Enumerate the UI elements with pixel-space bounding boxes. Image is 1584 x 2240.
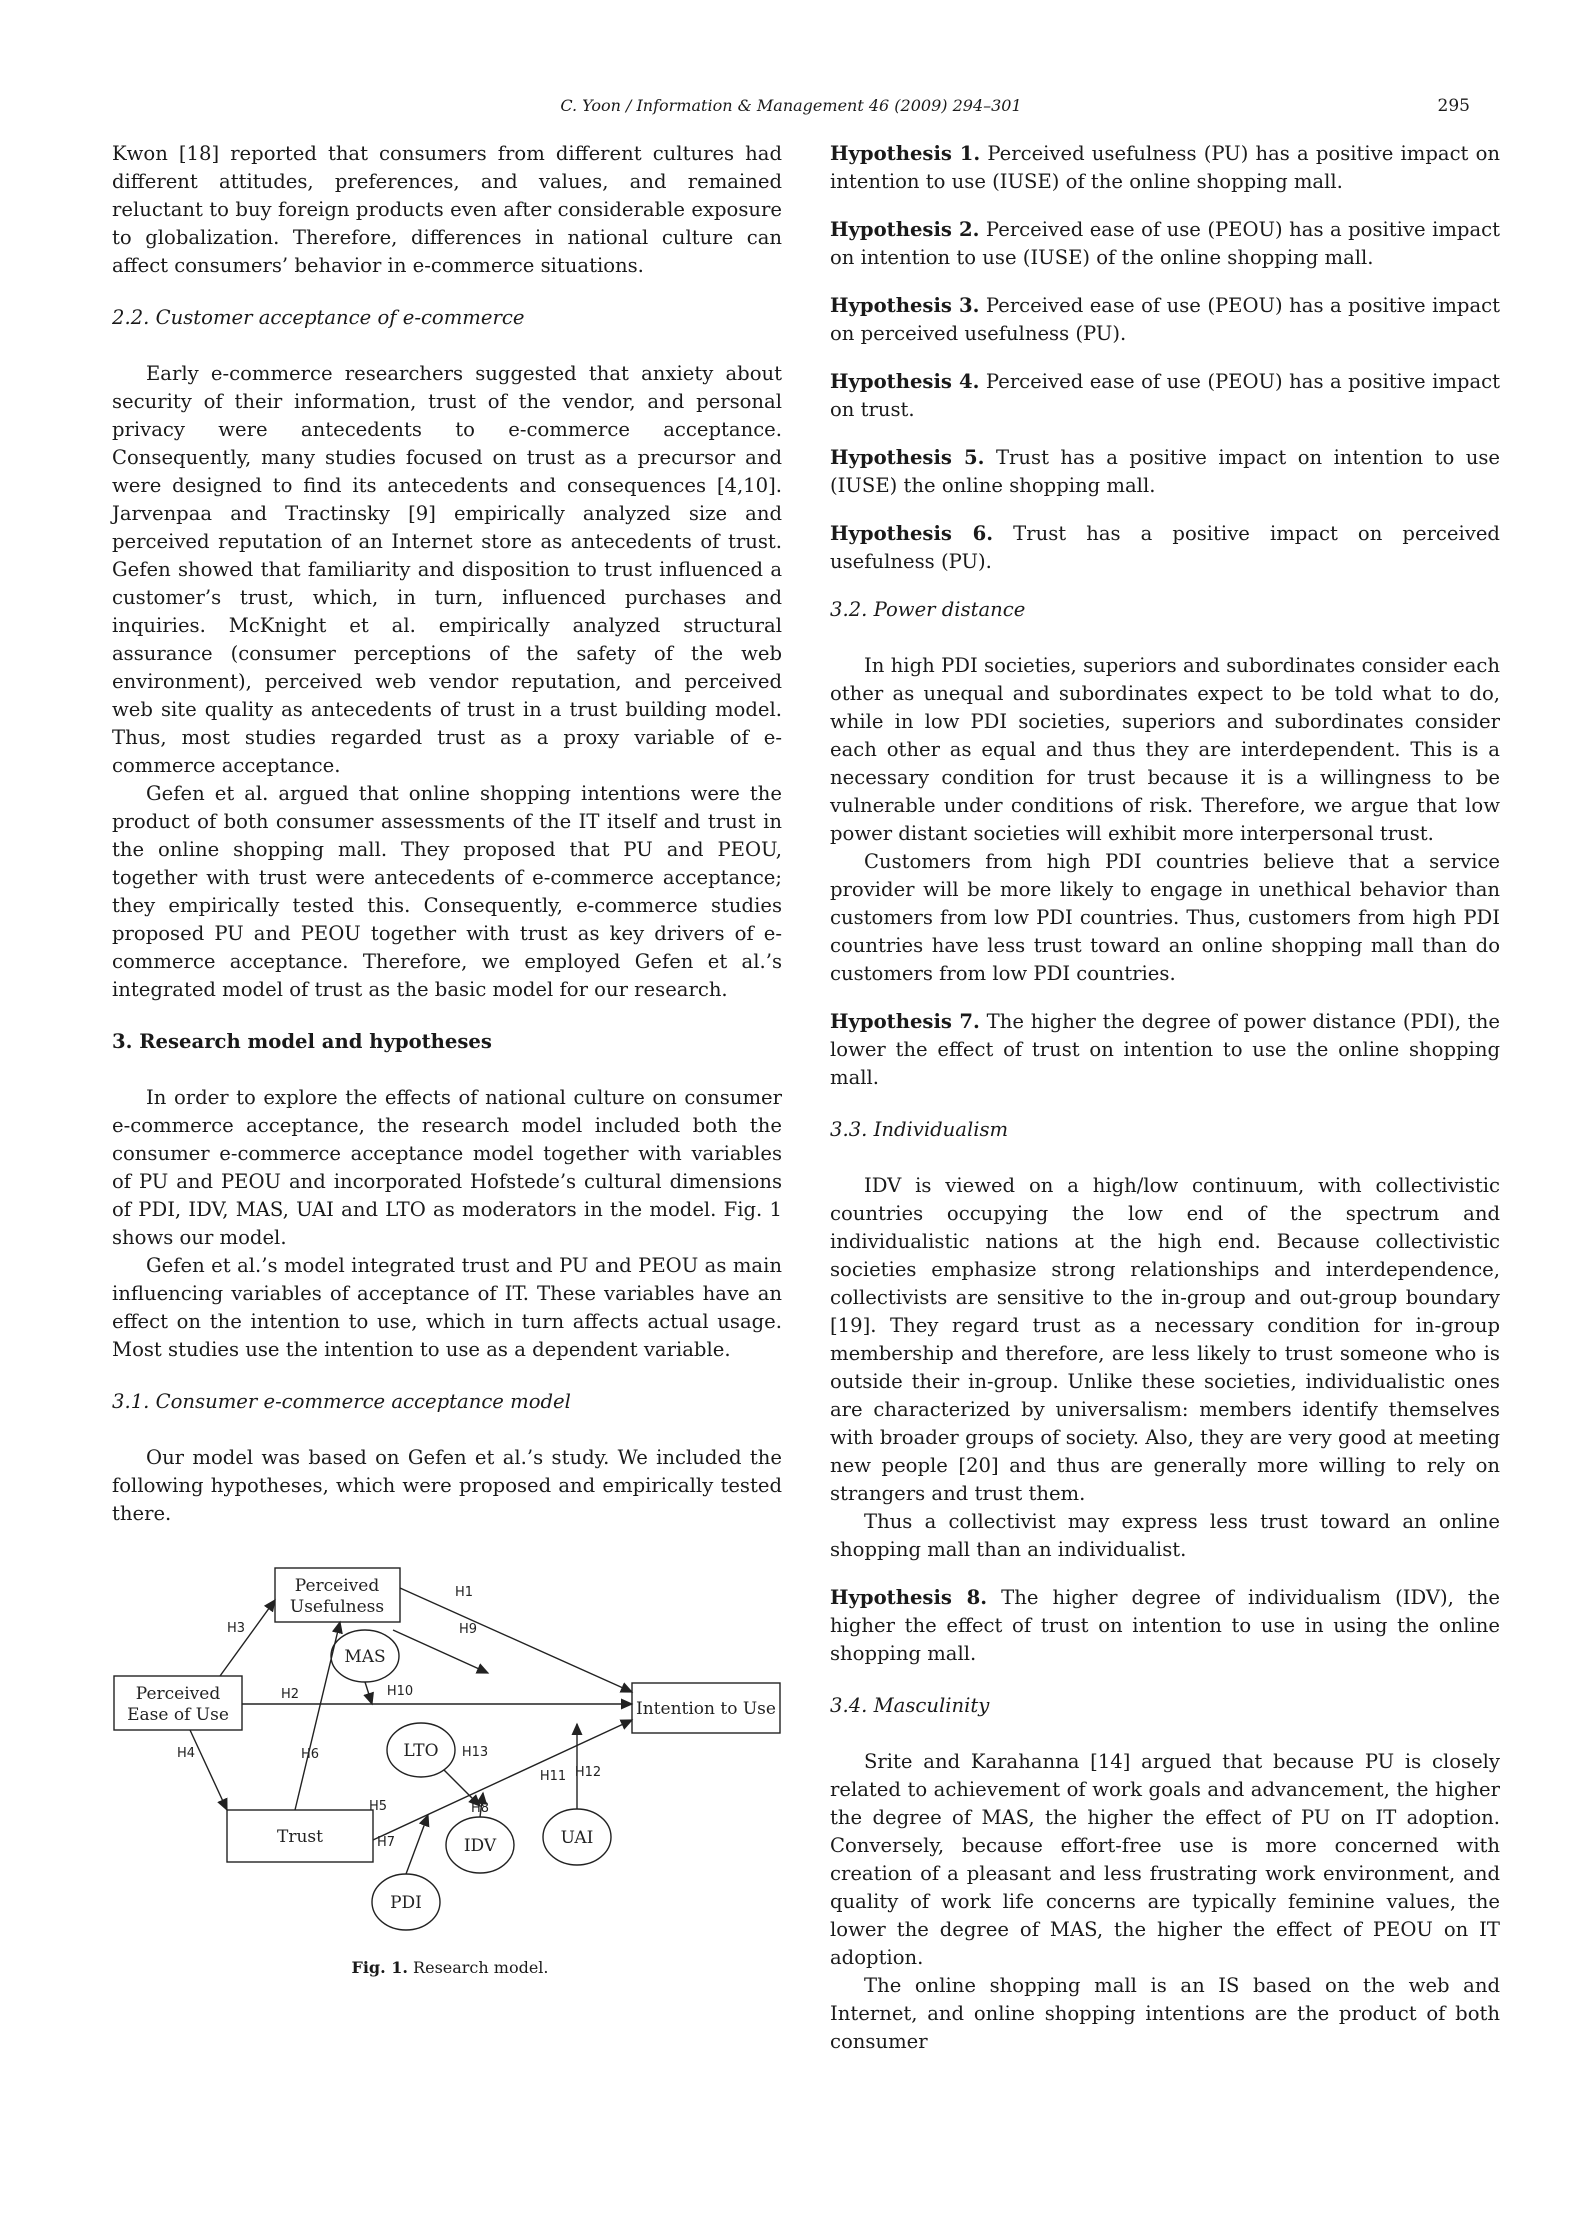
h6-label: H6 bbox=[300, 1747, 320, 1762]
h4-label: H4 bbox=[176, 1746, 196, 1761]
paragraph: IDV is viewed on a high/low continuum, with collectivistic countries occupying the low end of the spectrum and individualistic nations at the high end. Because collectivistic societies emphasize strong relationships and interdependence, collectivists are sensitive to the in-group and out-group boundary [19]. They regard trust as a necessary condition for in-group membership and therefore, are less likely to trust someone who is outside their in-group. Unlike these societies, individualistic ones are characterized by universalism: members identify themselves with broader groups of society. Also, they are very good at meeting new people [20] and thus are generally more willing to rely on strangers and trust them. bbox=[830, 1174, 1500, 1505]
hypothesis-text: Trust has a positive impact on intention to use (IUSE) the online shopping mall. bbox=[830, 446, 1501, 497]
research-model-diagram bbox=[110, 1548, 790, 1948]
hypothesis-7 bbox=[830, 1008, 1500, 1092]
figure-caption bbox=[110, 1958, 790, 1977]
h8-label: H8 bbox=[470, 1801, 490, 1816]
h5-label: H5 bbox=[368, 1799, 388, 1814]
intention-label: Intention to Use bbox=[636, 1699, 776, 1719]
hypothesis-5 bbox=[830, 444, 1500, 500]
research-model-figure bbox=[110, 1548, 790, 1998]
hypothesis-text: Perceived ease of use (PEOU) has a positive impact on intention to use (IUSE) of the online shopping mall. bbox=[830, 218, 1500, 269]
trust-label: Trust bbox=[277, 1827, 323, 1847]
hypothesis-label: Hypothesis 8. bbox=[830, 1586, 988, 1609]
h10-label: H10 bbox=[386, 1684, 414, 1699]
hypothesis-8 bbox=[830, 1584, 1500, 1668]
h7-label: H7 bbox=[376, 1835, 396, 1850]
hypothesis-text: Perceived ease of use (PEOU) has a positive impact on perceived usefulness (PU). bbox=[830, 294, 1500, 345]
uai-label: UAI bbox=[560, 1828, 594, 1848]
hypothesis-label: Hypothesis 2. bbox=[830, 218, 980, 241]
figure-caption-text: Research model. bbox=[413, 1958, 549, 1977]
paragraph: Gefen et al. argued that online shopping intentions were the product of both consumer assessments of the IT itself and trust in the online shopping mall. They proposed that PU and PEOU, together with trust were antecedents of e-commerce acceptance; they empirically tested this. Consequently, e-commerce studies proposed PU and PEOU together with trust as key drivers of e-commerce acceptance. Therefore, we employed Gefen et al.’s integrated model of trust as the basic model for our research. bbox=[112, 782, 782, 1001]
hypothesis-label: Hypothesis 6. bbox=[830, 522, 994, 545]
hypothesis-text: Perceived ease of use (PEOU) has a positive impact on trust. bbox=[830, 370, 1500, 421]
hypothesis-label: Hypothesis 4. bbox=[830, 370, 980, 393]
subsection-heading: 3.2. Power distance bbox=[830, 598, 1026, 621]
hypothesis-label: Hypothesis 7. bbox=[830, 1010, 980, 1033]
hypothesis-text: Perceived usefulness (PU) has a positive impact on intention to use (IUSE) of the online shopping mall. bbox=[830, 142, 1500, 193]
hypothesis-1 bbox=[830, 140, 1500, 196]
page-number: 295 bbox=[1437, 96, 1470, 116]
hypothesis-label: Hypothesis 5. bbox=[830, 446, 985, 469]
section-heading: 3. Research model and hypotheses bbox=[112, 1030, 492, 1053]
pdi-label: PDI bbox=[390, 1893, 422, 1913]
subsection-heading: 2.2. Customer acceptance of e-commerce bbox=[112, 306, 525, 329]
paragraph: In high PDI societies, superiors and subordinates consider each other as unequal and subordinates expect to be told what to do, while in low PDI societies, superiors and subordinates consider each other as equal and thus they are interdependent. This is a necessary condition for trust because it is a willingness to be vulnerable under conditions of risk. Therefore, we argue that low power distant societies will exhibit more interpersonal trust. bbox=[830, 654, 1500, 845]
pu-label-line1: Perceived bbox=[294, 1576, 380, 1596]
mas-label: MAS bbox=[344, 1647, 386, 1667]
hypothesis-text: The higher degree of individualism (IDV), the higher the effect of trust on intention to use in using the online shopping mall. bbox=[830, 1586, 1501, 1665]
paragraph: Thus a collectivist may express less trust toward an online shopping mall than an individualist. bbox=[830, 1510, 1500, 1561]
hypothesis-2 bbox=[830, 216, 1500, 272]
paragraph: In order to explore the effects of national culture on consumer e-commerce acceptance, the research model included both the consumer e-commerce acceptance model together with variables of PU and PEOU and incorporated Hofstede’s cultural dimensions of PDI, IDV, MAS, UAI and LTO as moderators in the model. Fig. 1 shows our model. bbox=[112, 1086, 782, 1249]
h11-label: H11 bbox=[539, 1769, 567, 1784]
h13-label: H13 bbox=[461, 1745, 489, 1760]
running-title: C. Yoon / Information & Management 46 (2009) 294–301 bbox=[560, 96, 1022, 115]
paragraph: The online shopping mall is an IS based on the web and Internet, and online shopping intentions are the product of both consumer bbox=[830, 1974, 1500, 2053]
lto-label: LTO bbox=[403, 1741, 439, 1761]
paragraph: Our model was based on Gefen et al.’s study. We included the following hypotheses, which were proposed and empirically tested there. bbox=[112, 1446, 782, 1525]
paragraph: Early e-commerce researchers suggested that anxiety about security of their information, trust of the vendor, and personal privacy were antecedents to e-commerce acceptance. Consequently, many studies focused on trust as a precursor and were designed to find its antecedents and consequences [4,10]. Jarvenpaa and Tractinsky [9] empirically analyzed size and perceived reputation of an Internet store as antecedents of trust. Gefen showed that familiarity and disposition to trust influenced a customer’s trust, which, in turn, influenced purchases and inquiries. McKnight et al. empirically analyzed structural assurance (consumer perceptions of the safety of the web environment), perceived web vendor reputation, and perceived web site quality as antecedents of trust in a trust building model. Thus, most studies regarded trust as a proxy variable of e-commerce acceptance. bbox=[112, 362, 782, 777]
subsection-heading: 3.3. Individualism bbox=[830, 1118, 1009, 1141]
left-column bbox=[112, 140, 782, 1528]
hypothesis-label: Hypothesis 1. bbox=[830, 142, 981, 165]
h1-label: H1 bbox=[454, 1585, 474, 1600]
peou-label-line2: Ease of Use bbox=[127, 1705, 229, 1725]
hypothesis-text: Trust has a positive impact on perceived usefulness (PU). bbox=[830, 522, 1500, 573]
hypothesis-3 bbox=[830, 292, 1500, 348]
h9-label: H9 bbox=[458, 1622, 478, 1637]
hypothesis-4 bbox=[830, 368, 1500, 424]
h3-label: H3 bbox=[226, 1621, 246, 1636]
h2-label: H2 bbox=[280, 1687, 300, 1702]
idv-label: IDV bbox=[463, 1836, 497, 1856]
peou-label-line1: Perceived bbox=[135, 1684, 221, 1704]
hypothesis-text: The higher the degree of power distance (PDI), the lower the effect of trust on intention to use the online shopping mall. bbox=[830, 1010, 1500, 1089]
h12-label: H12 bbox=[574, 1765, 602, 1780]
paragraph: Kwon [18] reported that consumers from different cultures had different attitudes, preferences, and values, and remained reluctant to buy foreign products even after considerable exposure to globalization. Therefore, differences in national culture can affect consumers’ behavior in e-commerce situations. bbox=[112, 142, 782, 277]
hypotheses-list bbox=[830, 140, 1500, 576]
paragraph: Gefen et al.’s model integrated trust and PU and PEOU as main influencing variables of acceptance of IT. These variables have an effect on the intention to use, which in turn affects actual usage. Most studies use the intention to use as a dependent variable. bbox=[112, 1254, 782, 1361]
path-h3 bbox=[220, 1600, 275, 1676]
paragraph: Customers from high PDI countries believe that a service provider will be more likely to engage in unethical behavior than customers from low PDI countries. Thus, customers from high PDI countries have less trust toward an online shopping mall than do customers from low PDI countries. bbox=[830, 850, 1500, 985]
hypothesis-label: Hypothesis 3. bbox=[830, 294, 980, 317]
subsection-heading: 3.4. Masculinity bbox=[830, 1694, 990, 1717]
subsection-heading: 3.1. Consumer e-commerce acceptance model bbox=[112, 1390, 571, 1413]
pu-label-line2: Usefulness bbox=[289, 1597, 385, 1617]
paragraph: Srite and Karahanna [14] argued that because PU is closely related to achievement of work goals and advancement, the higher the degree of MAS, the higher the effect of PU on IT adoption. Conversely, because effort-free use is more concerned with creation of a pleasant and less frustrating work environment, and quality of work life concerns are typically feminine values, the lower the degree of MAS, the higher the effect of PEOU on IT adoption. bbox=[830, 1750, 1500, 1969]
hypothesis-6 bbox=[830, 520, 1500, 576]
path-h6 bbox=[295, 1622, 340, 1810]
path-h10 bbox=[365, 1682, 372, 1704]
right-column bbox=[830, 140, 1500, 2056]
figure-caption-label: Fig. 1. bbox=[351, 1958, 408, 1977]
path-h5 bbox=[373, 1720, 632, 1840]
path-h4 bbox=[190, 1730, 227, 1810]
path-h1 bbox=[400, 1588, 632, 1692]
running-head bbox=[112, 96, 1470, 120]
